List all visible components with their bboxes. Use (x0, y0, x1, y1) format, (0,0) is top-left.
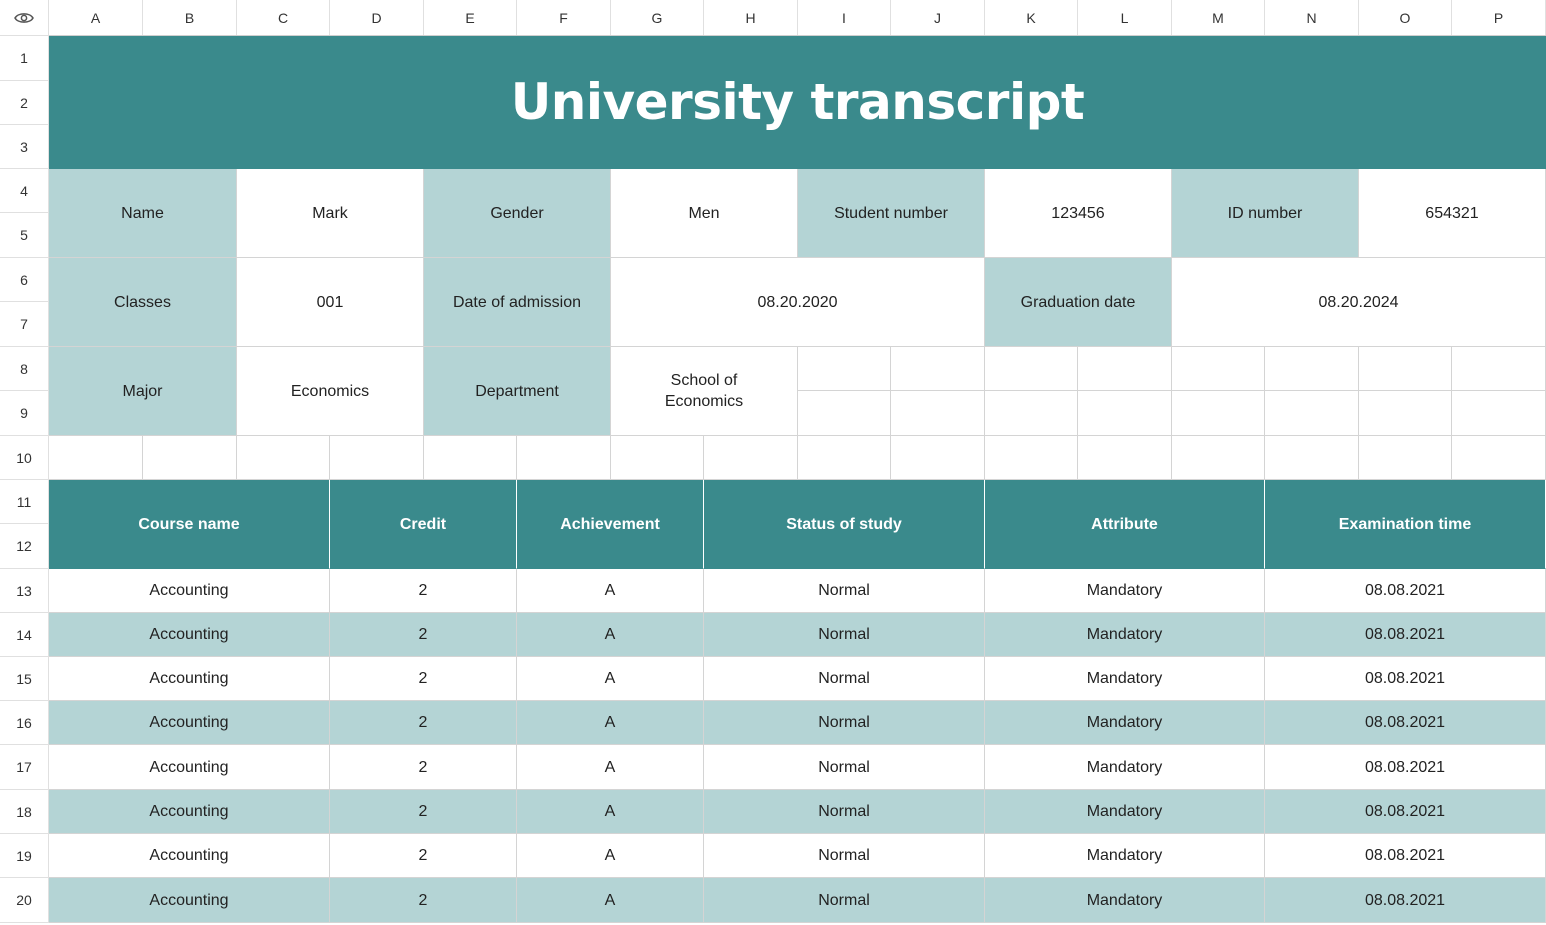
table-cell-status-of-study[interactable]: Normal (704, 569, 985, 613)
column-header-h[interactable]: H (704, 0, 798, 36)
row-header-12[interactable]: 12 (0, 524, 49, 569)
row-header-8[interactable]: 8 (0, 347, 49, 391)
row-header-2[interactable]: 2 (0, 81, 49, 125)
major-value[interactable]: Economics (237, 347, 424, 436)
empty-cell[interactable] (704, 436, 798, 480)
header-achievement[interactable]: Achievement (517, 480, 704, 569)
table-cell-achievement[interactable]: A (517, 834, 704, 878)
empty-cell[interactable] (891, 436, 985, 480)
sheet-title[interactable]: University transcript (49, 36, 1546, 169)
table-cell-status-of-study[interactable]: Normal (704, 745, 985, 790)
empty-cell[interactable] (1172, 347, 1265, 391)
column-header-e[interactable]: E (424, 0, 517, 36)
table-cell-course-name[interactable]: Accounting (49, 834, 330, 878)
empty-cell[interactable] (891, 347, 985, 391)
table-cell-status-of-study[interactable]: Normal (704, 613, 985, 657)
table-cell-credit[interactable]: 2 (330, 745, 517, 790)
empty-cell[interactable] (1265, 347, 1359, 391)
row-header-13[interactable]: 13 (0, 569, 49, 613)
table-cell-status-of-study[interactable]: Normal (704, 701, 985, 745)
empty-cell[interactable] (1172, 436, 1265, 480)
table-cell-course-name[interactable]: Accounting (49, 569, 330, 613)
table-cell-attribute[interactable]: Mandatory (985, 834, 1265, 878)
table-cell-course-name[interactable]: Accounting (49, 657, 330, 701)
table-cell-credit[interactable]: 2 (330, 790, 517, 834)
table-cell-achievement[interactable]: A (517, 878, 704, 923)
empty-cell[interactable] (798, 347, 891, 391)
column-header-a[interactable]: A (49, 0, 143, 36)
row-header-18[interactable]: 18 (0, 790, 49, 834)
header-status-of-study[interactable]: Status of study (704, 480, 985, 569)
admission-value[interactable]: 08.20.2020 (611, 258, 985, 347)
empty-cell[interactable] (1078, 391, 1172, 436)
student-number-value[interactable]: 123456 (985, 169, 1172, 258)
row-header-7[interactable]: 7 (0, 302, 49, 347)
name-value[interactable]: Mark (237, 169, 424, 258)
row-header-6[interactable]: 6 (0, 258, 49, 302)
id-number-value[interactable]: 654321 (1359, 169, 1546, 258)
header-attribute[interactable]: Attribute (985, 480, 1265, 569)
eye-icon[interactable] (14, 11, 34, 25)
column-header-n[interactable]: N (1265, 0, 1359, 36)
table-cell-course-name[interactable]: Accounting (49, 613, 330, 657)
column-header-j[interactable]: J (891, 0, 985, 36)
table-cell-status-of-study[interactable]: Normal (704, 790, 985, 834)
empty-cell[interactable] (1359, 347, 1452, 391)
department-label[interactable]: Department (424, 347, 611, 436)
empty-cell[interactable] (330, 436, 424, 480)
table-cell-achievement[interactable]: A (517, 701, 704, 745)
table-cell-status-of-study[interactable]: Normal (704, 878, 985, 923)
empty-cell[interactable] (1452, 347, 1546, 391)
table-cell-credit[interactable]: 2 (330, 613, 517, 657)
department-value[interactable]: School of Economics (611, 347, 798, 436)
row-header-4[interactable]: 4 (0, 169, 49, 213)
row-header-17[interactable]: 17 (0, 745, 49, 790)
table-cell-credit[interactable]: 2 (330, 834, 517, 878)
table-cell-examination-time[interactable]: 08.08.2021 (1265, 834, 1546, 878)
empty-cell[interactable] (611, 436, 704, 480)
graduation-label[interactable]: Graduation date (985, 258, 1172, 347)
header-credit[interactable]: Credit (330, 480, 517, 569)
row-header-9[interactable]: 9 (0, 391, 49, 436)
column-header-i[interactable]: I (798, 0, 891, 36)
row-header-3[interactable]: 3 (0, 125, 49, 169)
table-cell-examination-time[interactable]: 08.08.2021 (1265, 745, 1546, 790)
gender-value[interactable]: Men (611, 169, 798, 258)
empty-cell[interactable] (1359, 391, 1452, 436)
table-cell-credit[interactable]: 2 (330, 657, 517, 701)
table-cell-attribute[interactable]: Mandatory (985, 790, 1265, 834)
empty-cell[interactable] (1078, 347, 1172, 391)
column-header-b[interactable]: B (143, 0, 237, 36)
table-cell-attribute[interactable]: Mandatory (985, 657, 1265, 701)
table-cell-attribute[interactable]: Mandatory (985, 701, 1265, 745)
empty-cell[interactable] (1452, 436, 1546, 480)
table-cell-achievement[interactable]: A (517, 569, 704, 613)
column-header-l[interactable]: L (1078, 0, 1172, 36)
admission-label[interactable]: Date of admission (424, 258, 611, 347)
empty-cell[interactable] (1265, 436, 1359, 480)
column-header-o[interactable]: O (1359, 0, 1452, 36)
select-all-corner[interactable] (0, 0, 49, 36)
major-label[interactable]: Major (49, 347, 237, 436)
table-cell-credit[interactable]: 2 (330, 878, 517, 923)
empty-cell[interactable] (517, 436, 611, 480)
graduation-value[interactable]: 08.20.2024 (1172, 258, 1546, 347)
empty-cell[interactable] (985, 347, 1078, 391)
row-header-14[interactable]: 14 (0, 613, 49, 657)
empty-cell[interactable] (424, 436, 517, 480)
empty-cell[interactable] (143, 436, 237, 480)
row-header-19[interactable]: 19 (0, 834, 49, 878)
empty-cell[interactable] (1359, 436, 1452, 480)
classes-label[interactable]: Classes (49, 258, 237, 347)
classes-value[interactable]: 001 (237, 258, 424, 347)
column-header-f[interactable]: F (517, 0, 611, 36)
table-cell-credit[interactable]: 2 (330, 701, 517, 745)
student-number-label[interactable]: Student number (798, 169, 985, 258)
table-cell-course-name[interactable]: Accounting (49, 701, 330, 745)
row-header-1[interactable]: 1 (0, 36, 49, 81)
row-header-10[interactable]: 10 (0, 436, 49, 480)
empty-cell[interactable] (985, 391, 1078, 436)
gender-label[interactable]: Gender (424, 169, 611, 258)
row-header-5[interactable]: 5 (0, 213, 49, 258)
empty-cell[interactable] (1078, 436, 1172, 480)
table-cell-examination-time[interactable]: 08.08.2021 (1265, 569, 1546, 613)
empty-cell[interactable] (1172, 391, 1265, 436)
row-header-15[interactable]: 15 (0, 657, 49, 701)
row-header-20[interactable]: 20 (0, 878, 49, 923)
table-cell-course-name[interactable]: Accounting (49, 878, 330, 923)
table-cell-examination-time[interactable]: 08.08.2021 (1265, 613, 1546, 657)
empty-cell[interactable] (49, 436, 143, 480)
empty-cell[interactable] (1452, 391, 1546, 436)
empty-cell[interactable] (237, 436, 330, 480)
table-cell-examination-time[interactable]: 08.08.2021 (1265, 790, 1546, 834)
table-cell-achievement[interactable]: A (517, 613, 704, 657)
table-cell-attribute[interactable]: Mandatory (985, 613, 1265, 657)
table-cell-status-of-study[interactable]: Normal (704, 657, 985, 701)
column-header-g[interactable]: G (611, 0, 704, 36)
table-cell-achievement[interactable]: A (517, 745, 704, 790)
name-label[interactable]: Name (49, 169, 237, 258)
empty-cell[interactable] (798, 436, 891, 480)
id-number-label[interactable]: ID number (1172, 169, 1359, 258)
column-header-m[interactable]: M (1172, 0, 1265, 36)
table-cell-status-of-study[interactable]: Normal (704, 834, 985, 878)
table-cell-attribute[interactable]: Mandatory (985, 878, 1265, 923)
row-header-11[interactable]: 11 (0, 480, 49, 524)
table-cell-attribute[interactable]: Mandatory (985, 745, 1265, 790)
table-cell-achievement[interactable]: A (517, 790, 704, 834)
table-cell-examination-time[interactable]: 08.08.2021 (1265, 701, 1546, 745)
header-course-name[interactable]: Course name (49, 480, 330, 569)
table-cell-course-name[interactable]: Accounting (49, 745, 330, 790)
table-cell-examination-time[interactable]: 08.08.2021 (1265, 657, 1546, 701)
row-header-16[interactable]: 16 (0, 701, 49, 745)
table-cell-credit[interactable]: 2 (330, 569, 517, 613)
empty-cell[interactable] (891, 391, 985, 436)
column-header-c[interactable]: C (237, 0, 330, 36)
header-examination-time[interactable]: Examination time (1265, 480, 1546, 569)
column-header-d[interactable]: D (330, 0, 424, 36)
empty-cell[interactable] (1265, 391, 1359, 436)
table-cell-examination-time[interactable]: 08.08.2021 (1265, 878, 1546, 923)
column-header-k[interactable]: K (985, 0, 1078, 36)
empty-cell[interactable] (798, 391, 891, 436)
table-cell-course-name[interactable]: Accounting (49, 790, 330, 834)
table-cell-achievement[interactable]: A (517, 657, 704, 701)
empty-cell[interactable] (985, 436, 1078, 480)
column-header-p[interactable]: P (1452, 0, 1546, 36)
table-cell-attribute[interactable]: Mandatory (985, 569, 1265, 613)
